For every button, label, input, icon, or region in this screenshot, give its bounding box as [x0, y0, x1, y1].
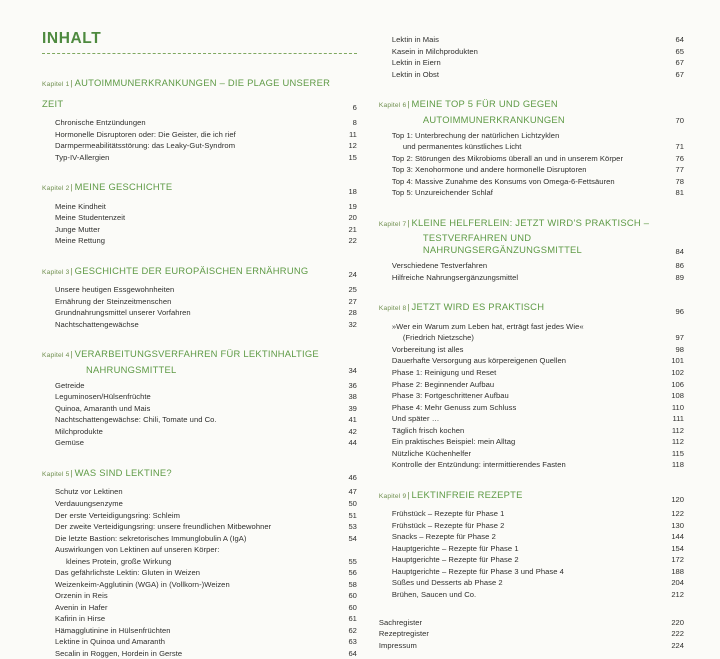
- toc-entry-group: [379, 260, 684, 283]
- toc-entry-page: 27: [348, 296, 357, 306]
- toc-entry-label: Lektin in Obst: [391, 69, 440, 79]
- toc-entry[interactable]: [42, 648, 357, 659]
- toc-entry-label: Hormonelle Disruptoren oder: Die Geister, die ich rief: [55, 129, 236, 139]
- toc-entry[interactable]: [379, 628, 684, 640]
- toc-entry[interactable]: [379, 554, 684, 566]
- toc-entry-label: Nachtschattengewächse: [55, 319, 139, 329]
- toc-entry-page: 47: [348, 487, 357, 497]
- toc-chapter-text: [42, 72, 333, 113]
- toc-entry[interactable]: [379, 459, 684, 471]
- toc-entry-label: Hämagglutinine in Hülsenfrüchten: [55, 625, 171, 635]
- toc-entry-page: 22: [348, 236, 357, 246]
- toc-entry[interactable]: [42, 544, 357, 556]
- toc-entry-page: 172: [671, 555, 684, 565]
- chapter-title: MEINE TOP 5 FÜR UND GEGEN: [411, 98, 558, 110]
- toc-entry[interactable]: [42, 625, 357, 637]
- chapter-separator: |: [70, 349, 73, 360]
- back-matter-list: [379, 617, 684, 652]
- chapter-number-label: Kapitel 1: [42, 81, 70, 89]
- toc-entry[interactable]: [379, 272, 684, 284]
- toc-entry[interactable]: [42, 391, 357, 403]
- chapter-number-label: Kapitel 6: [378, 102, 407, 110]
- toc-chapter-text: [379, 93, 660, 126]
- toc-entry-page: 61: [348, 614, 357, 624]
- toc-entry-page: 12: [348, 141, 357, 151]
- toc-entry-label: Impressum: [378, 640, 417, 650]
- chapter-page-number: 18: [348, 186, 357, 196]
- toc-entry-label: Leguminosen/Hülsenfrüchte: [55, 392, 151, 402]
- toc-entry[interactable]: [42, 380, 357, 392]
- toc-entry-label: Der erste Verteidigungsring: Schleim: [55, 510, 181, 520]
- toc-entry-page: 55: [348, 556, 357, 566]
- toc-entry[interactable]: [379, 508, 684, 520]
- toc-entry-page: 112: [671, 437, 684, 447]
- toc-entry-label: Lektin in Eiern: [391, 58, 441, 68]
- toc-entry[interactable]: [379, 589, 684, 601]
- toc-entry[interactable]: [42, 486, 357, 498]
- title-divider: [42, 53, 357, 54]
- toc-entry-page: 54: [348, 533, 357, 543]
- chapter-separator: |: [407, 302, 410, 313]
- toc-entry[interactable]: [42, 636, 357, 648]
- toc-entry-label: Kontrolle der Entzündung: intermittierendes Fasten: [391, 460, 566, 470]
- toc-entry-page: 188: [671, 566, 684, 576]
- chapter-number-label: Kapitel 5: [42, 470, 70, 478]
- toc-entry-group: [42, 284, 357, 330]
- toc-entry-page: 56: [348, 568, 357, 578]
- toc-entry-page: 8: [352, 117, 357, 127]
- toc-entry-page: 71: [675, 142, 684, 152]
- toc-entry-page: 65: [675, 46, 684, 56]
- toc-entry-label: (Friedrich Nietzsche): [402, 333, 474, 343]
- toc-entry-label: Süßes und Desserts ab Phase 2: [391, 578, 503, 588]
- toc-entry-page: 41: [348, 415, 357, 425]
- toc-entry[interactable]: [42, 235, 357, 247]
- toc-entry-page: 118: [671, 460, 684, 470]
- toc-entry-label: Meine Studentenzeit: [55, 213, 126, 223]
- toc-entry[interactable]: [42, 613, 357, 625]
- toc-entry-label: Die letzte Bastion: sekretorisches Immunglobulin A (IgA): [55, 533, 247, 543]
- toc-chapter-line1: [42, 343, 333, 363]
- chapter-separator: |: [407, 99, 410, 110]
- toc-entry[interactable]: [42, 426, 357, 438]
- toc-entry-page: 110: [671, 402, 684, 412]
- toc-entry-label: Verdauungsenzyme: [55, 498, 123, 508]
- chapter-title: AUTOIMMUNERKRANKUNGEN – DIE PLAGE UNSERER ZEIT: [42, 77, 331, 109]
- toc-entry-label: Sachregister: [378, 617, 423, 627]
- toc-entry-label: Phase 1: Reinigung und Reset: [391, 368, 497, 377]
- toc-entry-group: [379, 130, 684, 199]
- chapter-title-continuation: AUTOIMMUNERKRANKUNGEN: [422, 113, 565, 125]
- toc-entry-label: Avenin in Hafer: [55, 602, 108, 612]
- toc-chapter-text: [379, 484, 660, 504]
- toc-chapter-heading[interactable]: [42, 462, 357, 482]
- toc-entry-label: Top 3: Xenohormone und andere hormonelle Disruptoren: [391, 165, 587, 175]
- toc-entry-label: Brühen, Saucen und Co.: [391, 589, 477, 599]
- toc-entry-group: [379, 508, 684, 600]
- toc-entry[interactable]: [42, 556, 357, 568]
- toc-chapter-text: [379, 296, 660, 316]
- chapter-separator: |: [407, 489, 410, 500]
- toc-entry-label: Rezeptregister: [378, 629, 429, 639]
- toc-entry[interactable]: [379, 379, 684, 391]
- left-chapter-list: [42, 72, 357, 659]
- toc-entry-page: 97: [675, 333, 684, 343]
- toc-entry[interactable]: [42, 117, 357, 129]
- toc-entry-page: 25: [348, 285, 357, 295]
- toc-entry-label: Typ-IV-Allergien: [55, 152, 110, 162]
- chapter-title: LEKTINFREIE REZEPTE: [411, 488, 523, 500]
- toc-entry-page: 122: [671, 509, 684, 519]
- toc-entry-page: 63: [348, 637, 357, 647]
- chapter-title-continuation: TESTVERFAHREN UND NAHRUNGSERGÄNZUNGSMITTEL: [422, 232, 583, 256]
- chapter-title: MEINE GESCHICHTE: [74, 181, 173, 193]
- toc-entry-label: Top 4: Massive Zunahme des Konsums von Omega-6-Fettsäuren: [391, 176, 615, 186]
- toc-entry-label: Der zweite Verteidigungsring: unsere freundlichen Mitbewohner: [55, 522, 272, 532]
- toc-entry-page: 111: [672, 414, 684, 424]
- toc-entry-page: 130: [671, 520, 684, 530]
- toc-chapter-line1: [379, 484, 660, 504]
- chapter-separator: |: [70, 78, 73, 89]
- toc-entry[interactable]: [379, 520, 684, 532]
- toc-entry-page: 44: [348, 438, 357, 448]
- toc-entry-page: 78: [675, 176, 684, 186]
- toc-entry-group: [42, 117, 357, 163]
- toc-entry[interactable]: [379, 187, 684, 199]
- toc-entry[interactable]: [42, 201, 357, 213]
- toc-entry[interactable]: [379, 332, 684, 344]
- chapter-page-number: 6: [352, 103, 357, 113]
- toc-entry[interactable]: [42, 224, 357, 236]
- chapter-title-continuation: NAHRUNGSMITTEL: [86, 363, 177, 375]
- right-chapter-list: [379, 93, 684, 600]
- toc-entry-label: Weizenkeim-Agglutinin (WGA) in (Vollkorn-)Weizen: [55, 579, 230, 589]
- toc-entry-label: Top 1: Unterbrechung der natürlichen Lichtzyklen: [391, 130, 560, 140]
- toc-entry-page: 42: [348, 426, 357, 436]
- toc-entry-group: [379, 321, 684, 471]
- toc-entry-page: 50: [348, 498, 357, 508]
- toc-chapter-text: [42, 343, 333, 376]
- chapter-number-label: Kapitel 9: [378, 492, 407, 500]
- toc-entry-page: 204: [671, 578, 684, 588]
- toc-entry-page: 115: [671, 448, 684, 458]
- toc-entry-page: 51: [348, 510, 357, 520]
- toc-entry-label: Unsere heutigen Essgewohnheiten: [55, 285, 175, 295]
- toc-entry[interactable]: [42, 437, 357, 449]
- toc-chapter-line1: [42, 462, 333, 482]
- toc-entry-label: Secalin in Roggen, Hordein in Gerste: [55, 648, 183, 658]
- toc-entry-label: Auswirkungen von Lektinen auf unseren Körper:: [55, 545, 220, 555]
- toc-entry-page: 101: [671, 356, 684, 366]
- toc-entry-label: Nützliche Küchenhelfer: [391, 448, 472, 458]
- toc-entry-label: Dauerhafte Versorgung aus körpereigenen Quellen: [391, 356, 567, 366]
- toc-entry-label: Orzenin in Reis: [55, 591, 108, 601]
- toc-entry[interactable]: [42, 129, 357, 141]
- toc-entry-page: 19: [348, 201, 357, 211]
- toc-entry-label: Kasein in Milchprodukten: [391, 46, 478, 56]
- toc-entry-page: 67: [675, 69, 684, 79]
- toc-entry[interactable]: [379, 367, 684, 379]
- toc-entry-label: Top 5: Unzureichender Schlaf: [391, 188, 493, 198]
- toc-chapter-line1: [42, 72, 333, 113]
- toc-entry-page: 222: [671, 629, 684, 639]
- toc-entry-label: Grundnahrungsmittel unserer Vorfahren: [55, 308, 191, 318]
- toc-entry[interactable]: [42, 403, 357, 415]
- toc-left-column: [42, 30, 365, 658]
- chapter-number-label: Kapitel 4: [42, 352, 70, 360]
- toc-entry[interactable]: [379, 130, 684, 142]
- toc-chapter-heading[interactable]: [42, 260, 357, 280]
- toc-entry-page: 224: [671, 640, 684, 650]
- toc-chapter-heading[interactable]: [42, 343, 357, 376]
- toc-chapter-text: [42, 260, 333, 280]
- toc-entry[interactable]: [379, 543, 684, 555]
- toc-entry-page: 32: [348, 319, 357, 329]
- toc-entry-page: 53: [348, 522, 357, 532]
- toc-entry-label: kleines Protein, große Wirkung: [66, 556, 172, 566]
- toc-entry[interactable]: [379, 153, 684, 165]
- continued-entry-list: [379, 34, 684, 80]
- toc-entry-label: Hilfreiche Nahrungsergänzungsmittel: [391, 272, 519, 282]
- toc-entry-label: Meine Rettung: [55, 236, 106, 246]
- toc-entry-label: Lektin in Mais: [391, 35, 440, 44]
- toc-entry-label: Hauptgerichte – Rezepte für Phase 3 und Phase 4: [391, 566, 564, 576]
- toc-entry-page: 89: [675, 272, 684, 282]
- toc-entry[interactable]: [42, 521, 357, 533]
- toc-entry-page: 15: [348, 152, 357, 162]
- toc-entry[interactable]: [379, 566, 684, 578]
- toc-entry[interactable]: [42, 307, 357, 319]
- chapter-page-number: 24: [348, 270, 357, 280]
- toc-entry-label: Getreide: [55, 380, 85, 390]
- toc-entry-page: 67: [675, 58, 684, 68]
- toc-entry[interactable]: [379, 344, 684, 356]
- toc-entry[interactable]: [42, 533, 357, 545]
- toc-entry-page: 64: [348, 648, 357, 658]
- toc-entry[interactable]: [379, 617, 684, 629]
- toc-entry-label: Phase 3: Fortgeschrittener Aufbau: [391, 391, 509, 401]
- toc-entry[interactable]: [379, 260, 684, 272]
- chapter-page-number: 84: [675, 246, 684, 256]
- page-title: INHALT: [42, 30, 102, 47]
- toc-entry[interactable]: [379, 402, 684, 414]
- toc-entry-page: 39: [348, 403, 357, 413]
- toc-chapter-text: [42, 176, 333, 196]
- toc-chapter-heading[interactable]: [379, 484, 684, 504]
- toc-entry-page: 21: [348, 224, 357, 234]
- toc-entry-label: Hauptgerichte – Rezepte für Phase 1: [391, 543, 519, 553]
- toc-right-column: [378, 30, 684, 650]
- toc-entry[interactable]: [42, 579, 357, 591]
- back-matter-spacer: [379, 601, 684, 617]
- toc-entry-page: 11: [349, 129, 357, 139]
- chapter-page-number: 46: [348, 472, 357, 482]
- toc-entry-label: Hauptgerichte – Rezepte für Phase 2: [391, 555, 519, 565]
- toc-entry-label: Ernährung der Steinzeitmenschen: [55, 296, 172, 306]
- toc-entry[interactable]: [42, 152, 357, 164]
- chapter-number-label: Kapitel 8: [378, 305, 407, 313]
- toc-chapter-heading[interactable]: [42, 176, 357, 196]
- toc-chapter-line1: [379, 212, 660, 232]
- chapter-page-number: 120: [671, 494, 684, 504]
- toc-entry-page: 106: [671, 379, 684, 389]
- toc-entry[interactable]: [42, 212, 357, 224]
- toc-entry[interactable]: [379, 413, 684, 425]
- toc-entry[interactable]: [379, 57, 684, 69]
- chapter-separator: |: [70, 182, 73, 193]
- toc-entry-group: [42, 201, 357, 247]
- toc-entry[interactable]: [379, 640, 684, 652]
- toc-entry[interactable]: [42, 296, 357, 308]
- toc-entry-page: 102: [671, 368, 684, 377]
- toc-entry-group: [42, 380, 357, 449]
- toc-entry-label: Top 2: Störungen des Mikrobioms überall an und in unserem Körper: [391, 153, 624, 163]
- toc-entry[interactable]: [42, 590, 357, 602]
- toc-chapter-heading[interactable]: [379, 93, 684, 126]
- toc-chapter-line1: [379, 296, 660, 316]
- toc-entry[interactable]: [379, 436, 684, 448]
- toc-entry-label: »Wer ein Warum zum Leben hat, erträgt fast jedes Wie«: [391, 321, 584, 331]
- toc-chapter-heading[interactable]: [379, 212, 684, 257]
- toc-entry-page: 38: [348, 392, 357, 402]
- toc-entry-label: Junge Mutter: [55, 224, 100, 234]
- chapter-number-label: Kapitel 7: [378, 220, 407, 228]
- toc-entry-page: 58: [348, 579, 357, 589]
- toc-entry-label: Das gefährlichste Lektin: Gluten in Weizen: [55, 568, 201, 578]
- toc-entry-label: Darmpermeabilitätsstörung: das Leaky-Gut-Syndrom: [55, 141, 236, 151]
- toc-entry-label: Kafirin in Hirse: [55, 614, 106, 624]
- toc-entry-label: und permanentes künstliches Licht: [402, 142, 522, 152]
- toc-entry-label: Schutz vor Lektinen: [55, 487, 123, 497]
- chapter-title: GESCHICHTE DER EUROPÄISCHEN ERNÄHRUNG: [74, 264, 309, 276]
- chapter-number-label: Kapitel 2: [42, 185, 70, 193]
- toc-entry[interactable]: [379, 531, 684, 543]
- toc-entry[interactable]: [379, 577, 684, 589]
- toc-entry-label: Phase 2: Beginnender Aufbau: [391, 379, 495, 389]
- toc-entry-page: 112: [671, 425, 684, 435]
- toc-entry[interactable]: [42, 510, 357, 522]
- toc-chapter-text: [379, 212, 660, 257]
- toc-entry-page: 108: [671, 391, 684, 401]
- toc-entry[interactable]: [42, 498, 357, 510]
- toc-entry[interactable]: [42, 602, 357, 614]
- toc-entry-label: Gemüse: [55, 438, 84, 448]
- toc-entry-label: Quinoa, Amaranth und Mais: [55, 403, 151, 413]
- toc-entry-label: Verschiedene Testverfahren: [391, 261, 488, 271]
- toc-entry-label: Ein praktisches Beispiel: mein Alltag: [391, 437, 516, 447]
- toc-entry-page: 77: [675, 165, 684, 175]
- toc-entry[interactable]: [379, 355, 684, 367]
- toc-chapter-heading[interactable]: [379, 296, 684, 316]
- toc-entry-page: 98: [675, 344, 684, 354]
- chapter-separator: |: [407, 217, 410, 228]
- toc-entry-page: 86: [675, 261, 684, 271]
- toc-entry[interactable]: [42, 414, 357, 426]
- toc-entry-page: 60: [348, 591, 357, 601]
- toc-entry[interactable]: [379, 425, 684, 437]
- chapter-page-number: 34: [348, 366, 357, 376]
- toc-entry[interactable]: [42, 319, 357, 331]
- toc-entry[interactable]: [42, 140, 357, 152]
- toc-entry[interactable]: [379, 34, 684, 46]
- toc-entry[interactable]: [379, 69, 684, 81]
- toc-entry[interactable]: [379, 46, 684, 58]
- toc-entry-label: Snacks – Rezepte für Phase 2: [391, 532, 496, 542]
- toc-chapter-heading[interactable]: [42, 72, 357, 113]
- chapter-title: KLEINE HELFERLEIN: JETZT WIRD’S PRAKTISCH –: [411, 216, 650, 228]
- chapter-title: VERARBEITUNGSVERFAHREN FÜR LEKTINHALTIGE: [74, 348, 319, 360]
- toc-entry[interactable]: [42, 567, 357, 579]
- toc-chapter-line1: [379, 93, 660, 113]
- toc-entry-page: 212: [671, 589, 684, 599]
- chapter-number-label: Kapitel 3: [42, 268, 70, 276]
- toc-entry-label: Chronische Entzündungen: [55, 117, 146, 127]
- toc-entry-page: 81: [675, 188, 684, 198]
- chapter-title: JETZT WIRD ES PRAKTISCH: [411, 301, 545, 313]
- toc-entry-label: Meine Kindheit: [55, 201, 106, 211]
- toc-entry-page: 62: [348, 625, 357, 635]
- toc-entry-page: 28: [348, 308, 357, 318]
- toc-entry[interactable]: [379, 390, 684, 402]
- chapter-title: WAS SIND LEKTINE?: [74, 466, 172, 478]
- toc-entry-page: 36: [348, 380, 357, 390]
- toc-entry-page: 76: [675, 153, 684, 163]
- toc-entry-page: 60: [348, 602, 357, 612]
- toc-entry[interactable]: [42, 284, 357, 296]
- toc-entry-label: Täglich frisch kochen: [391, 425, 465, 435]
- toc-entry-group: [42, 486, 357, 659]
- toc-entry-label: Frühstück – Rezepte für Phase 1: [391, 509, 505, 519]
- chapter-page-number: 70: [675, 115, 684, 125]
- toc-entry[interactable]: [379, 448, 684, 460]
- toc-entry-label: Nachtschattengewächse: Chili, Tomate und Co.: [55, 415, 217, 425]
- chapter-separator: |: [70, 265, 73, 276]
- toc-chapter-line1: [42, 176, 333, 196]
- toc-entry[interactable]: [379, 176, 684, 188]
- toc-entry-page: 64: [675, 35, 684, 44]
- chapter-separator: |: [70, 467, 73, 478]
- toc-entry-label: Lektine in Quinoa und Amaranth: [55, 637, 165, 647]
- toc-entry-label: Vorbereitung ist alles: [391, 344, 464, 354]
- toc-entry-page: 220: [671, 617, 684, 627]
- toc-entry-label: Milchprodukte: [55, 426, 103, 436]
- toc-entry[interactable]: [379, 164, 684, 176]
- toc-entry[interactable]: [379, 141, 684, 153]
- toc-chapter-line1: [42, 260, 333, 280]
- toc-entry-page: 144: [671, 532, 684, 542]
- toc-chapter-text: [42, 462, 333, 482]
- toc-entry-label: Phase 4: Mehr Genuss zum Schluss: [391, 402, 517, 412]
- toc-entry-page: 154: [671, 543, 684, 553]
- chapter-page-number: 96: [675, 307, 684, 317]
- toc-entry-page: 20: [348, 213, 357, 223]
- toc-entry[interactable]: [379, 321, 684, 333]
- toc-entry-label: Frühstück – Rezepte für Phase 2: [391, 520, 505, 530]
- toc-entry-label: Und später …: [391, 414, 440, 424]
